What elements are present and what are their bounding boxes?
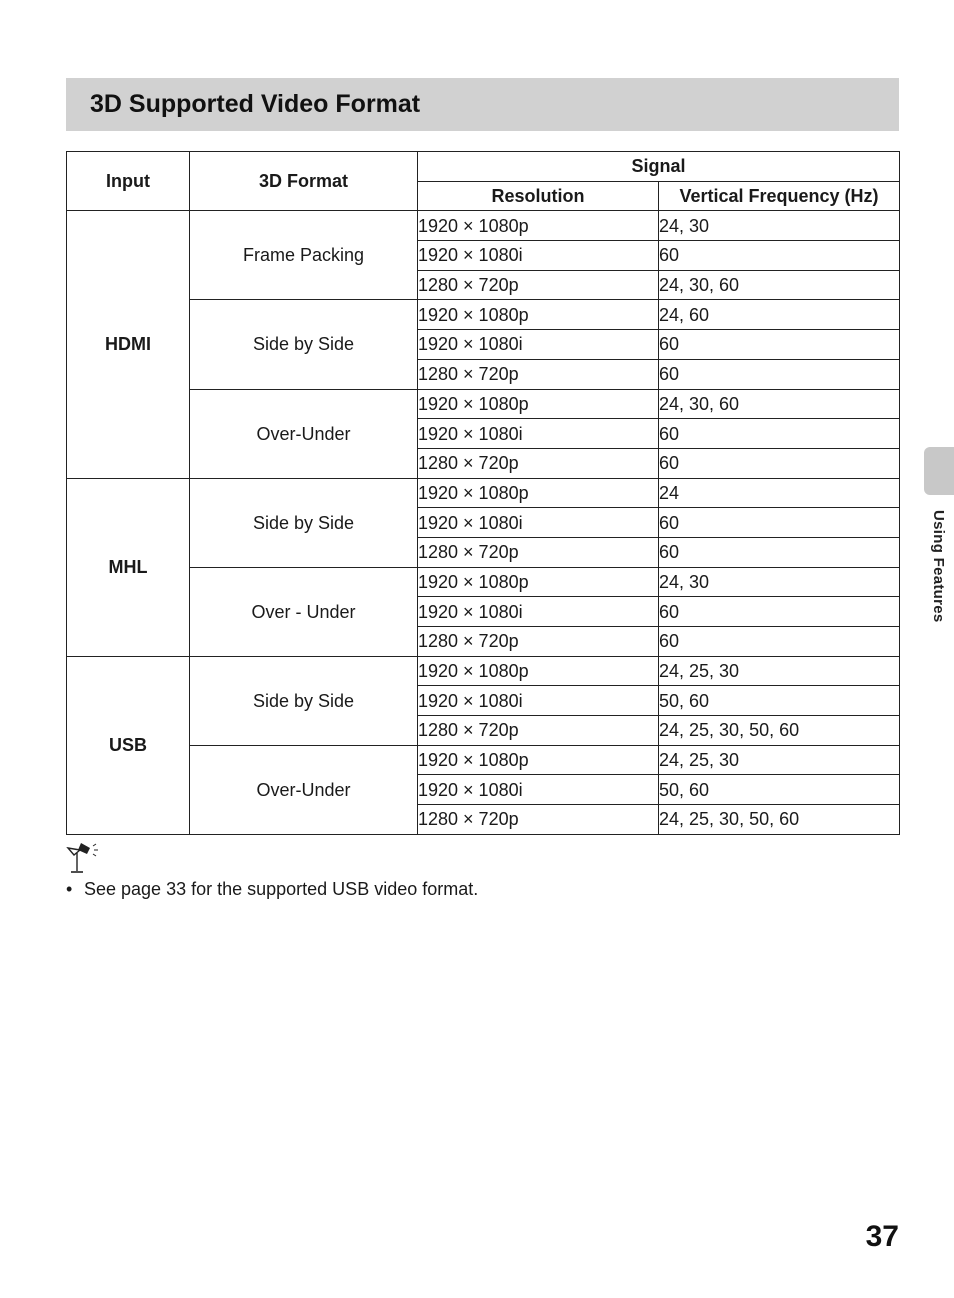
format-cell: Over-Under xyxy=(190,389,418,478)
frequency-cell: 60 xyxy=(659,448,900,478)
resolution-cell: 1920 × 1080i xyxy=(418,508,659,538)
frequency-cell: 60 xyxy=(659,537,900,567)
input-cell: HDMI xyxy=(67,211,190,478)
frequency-cell: 24 xyxy=(659,478,900,508)
resolution-cell: 1920 × 1080i xyxy=(418,686,659,716)
header-resolution: Resolution xyxy=(418,181,659,211)
frequency-cell: 50, 60 xyxy=(659,775,900,805)
side-tab xyxy=(924,447,954,495)
table-row xyxy=(67,478,900,508)
section-title-bar xyxy=(66,78,899,131)
frequency-cell: 24, 25, 30, 50, 60 xyxy=(659,805,900,835)
resolution-cell: 1280 × 720p xyxy=(418,270,659,300)
resolution-cell: 1920 × 1080p xyxy=(418,745,659,775)
format-cell: Side by Side xyxy=(190,478,418,567)
frequency-cell: 24, 25, 30 xyxy=(659,745,900,775)
table-row xyxy=(67,300,900,330)
table-row xyxy=(67,745,900,775)
resolution-cell: 1280 × 720p xyxy=(418,448,659,478)
input-cell: MHL xyxy=(67,478,190,656)
table-body xyxy=(67,211,900,834)
header-row-1 xyxy=(67,152,900,182)
format-cell: Side by Side xyxy=(190,656,418,745)
side-tab-label: Using Features xyxy=(930,510,947,623)
resolution-cell: 1280 × 720p xyxy=(418,537,659,567)
resolution-cell: 1920 × 1080p xyxy=(418,211,659,241)
resolution-cell: 1280 × 720p xyxy=(418,716,659,746)
frequency-cell: 24, 25, 30, 50, 60 xyxy=(659,716,900,746)
input-cell: USB xyxy=(67,656,190,834)
table-row xyxy=(67,567,900,597)
tip-note-text: See page 33 for the supported USB video format. xyxy=(84,879,479,899)
frequency-cell: 50, 60 xyxy=(659,686,900,716)
resolution-cell: 1920 × 1080i xyxy=(418,419,659,449)
frequency-cell: 60 xyxy=(659,359,900,389)
hint-lamp-icon xyxy=(66,842,106,876)
resolution-cell: 1920 × 1080p xyxy=(418,567,659,597)
header-3d-format: 3D Format xyxy=(190,152,418,211)
frequency-cell: 24, 30 xyxy=(659,211,900,241)
format-cell: Over-Under xyxy=(190,745,418,834)
resolution-cell: 1920 × 1080i xyxy=(418,241,659,271)
bullet: • xyxy=(66,879,73,899)
table-row xyxy=(67,389,900,419)
frequency-cell: 60 xyxy=(659,627,900,657)
resolution-cell: 1280 × 720p xyxy=(418,805,659,835)
format-cell: Side by Side xyxy=(190,300,418,389)
frequency-cell: 60 xyxy=(659,419,900,449)
resolution-cell: 1920 × 1080p xyxy=(418,656,659,686)
table-row xyxy=(67,211,900,241)
resolution-cell: 1920 × 1080i xyxy=(418,597,659,627)
tip-note xyxy=(66,879,478,900)
resolution-cell: 1920 × 1080i xyxy=(418,775,659,805)
format-table xyxy=(66,151,900,835)
resolution-cell: 1920 × 1080p xyxy=(418,478,659,508)
resolution-cell: 1280 × 720p xyxy=(418,359,659,389)
frequency-cell: 24, 25, 30 xyxy=(659,656,900,686)
page-number: 37 xyxy=(865,1220,899,1253)
resolution-cell: 1920 × 1080i xyxy=(418,330,659,360)
frequency-cell: 24, 30 xyxy=(659,567,900,597)
header-vertical-frequency: Vertical Frequency (Hz) xyxy=(659,181,900,211)
frequency-cell: 60 xyxy=(659,241,900,271)
header-input: Input xyxy=(67,152,190,211)
frequency-cell: 24, 30, 60 xyxy=(659,270,900,300)
resolution-cell: 1920 × 1080p xyxy=(418,300,659,330)
frequency-cell: 60 xyxy=(659,597,900,627)
frequency-cell: 60 xyxy=(659,508,900,538)
page-title: 3D Supported Video Format xyxy=(90,90,421,118)
format-cell: Frame Packing xyxy=(190,211,418,300)
resolution-cell: 1920 × 1080p xyxy=(418,389,659,419)
resolution-cell: 1280 × 720p xyxy=(418,627,659,657)
table-row xyxy=(67,656,900,686)
frequency-cell: 60 xyxy=(659,330,900,360)
frequency-cell: 24, 30, 60 xyxy=(659,389,900,419)
header-signal: Signal xyxy=(418,152,900,182)
frequency-cell: 24, 60 xyxy=(659,300,900,330)
format-cell: Over - Under xyxy=(190,567,418,656)
